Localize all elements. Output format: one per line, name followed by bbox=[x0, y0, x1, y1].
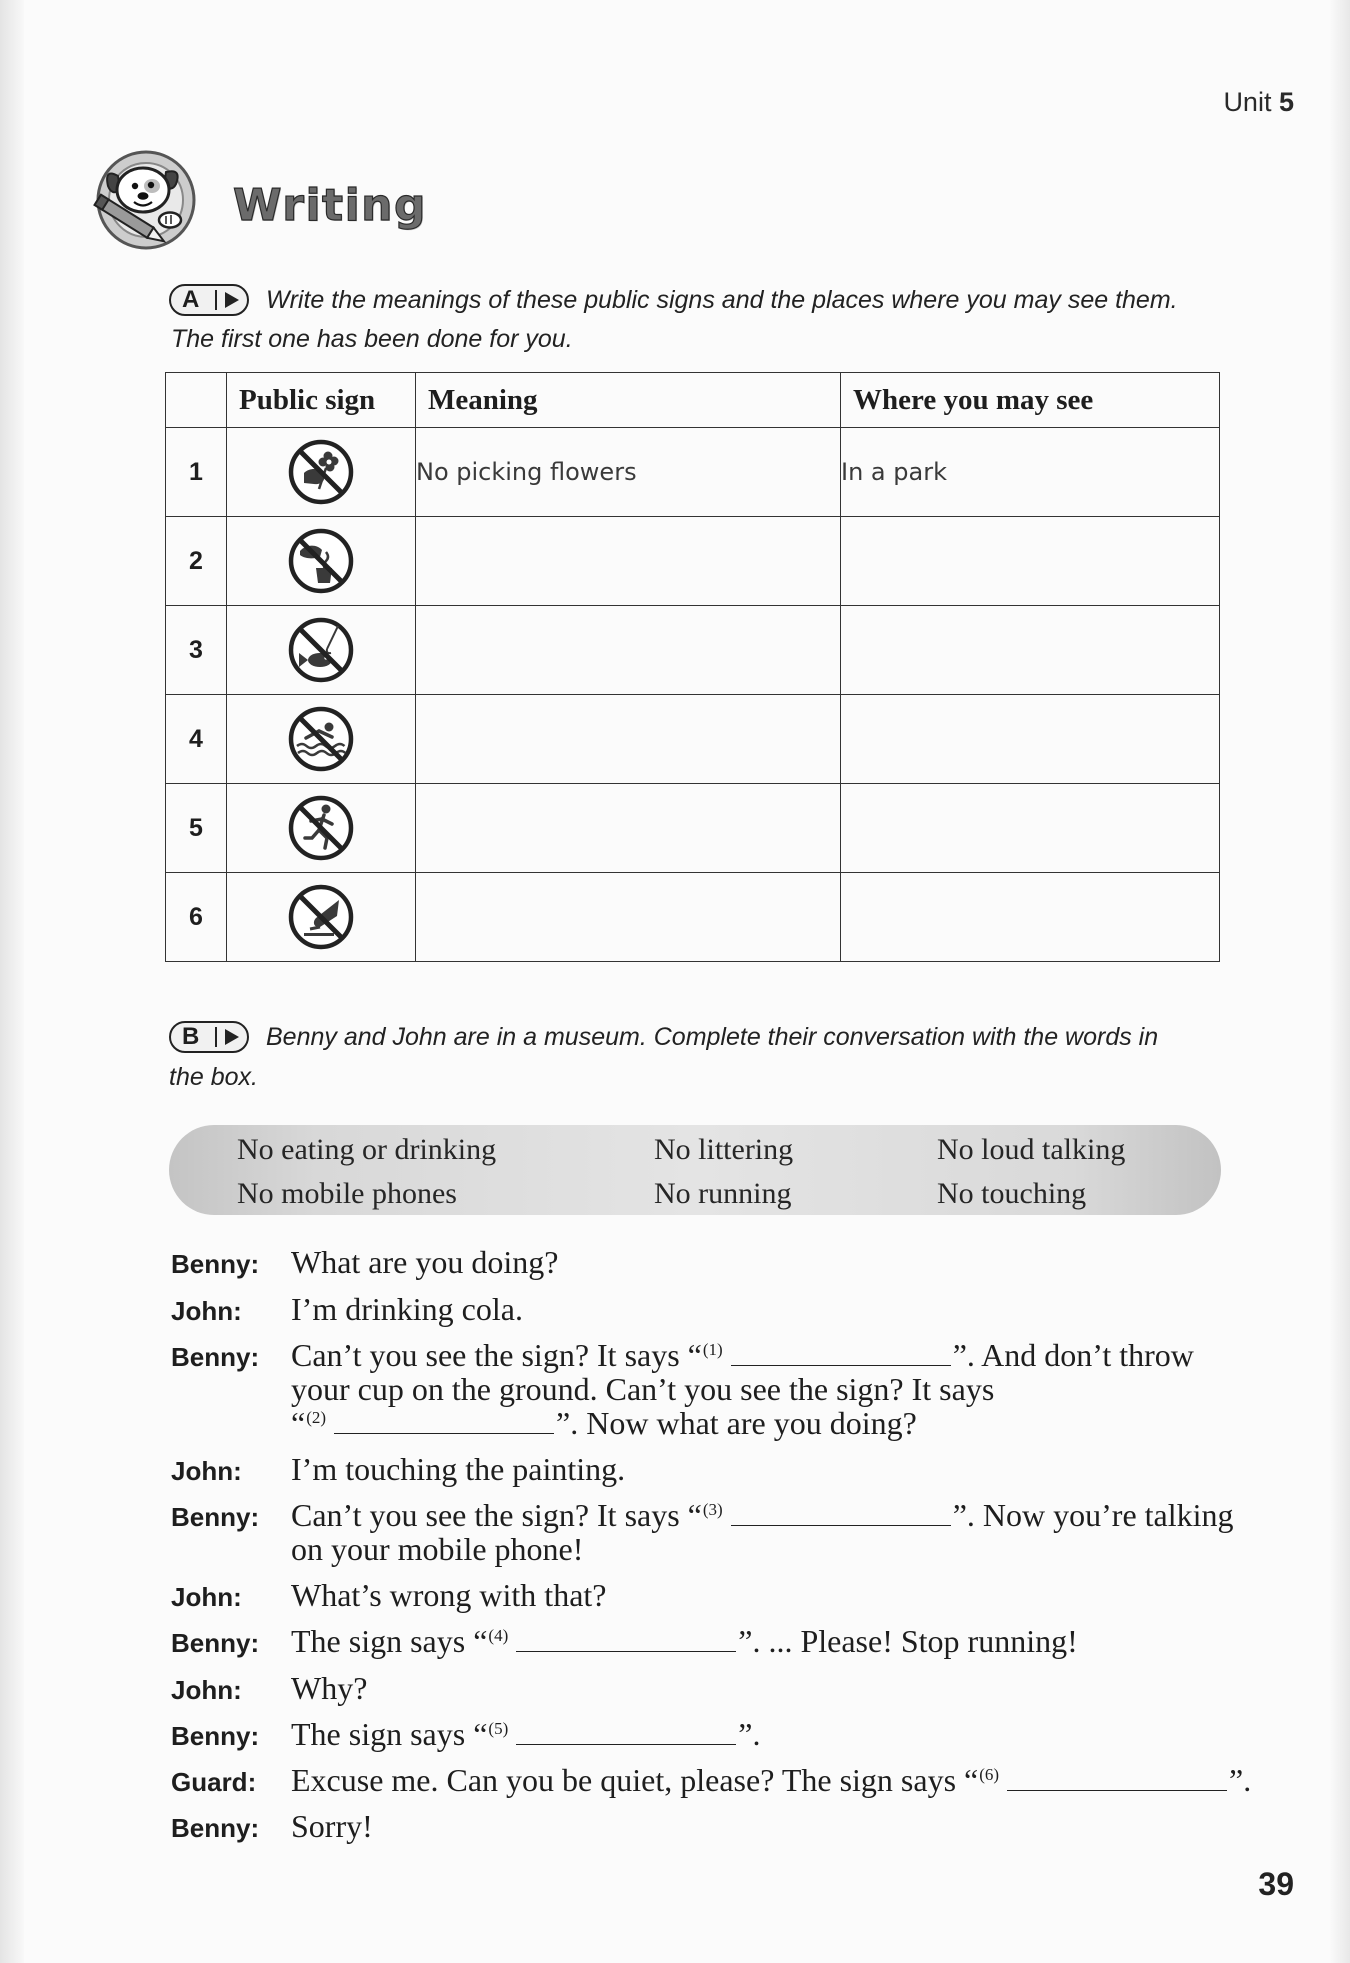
place-cell bbox=[841, 695, 1220, 784]
speech-text: The sign says “ bbox=[291, 1623, 488, 1659]
row-number: 3 bbox=[166, 606, 227, 695]
word-option: No eating or drinking bbox=[237, 1133, 497, 1166]
row-number: 4 bbox=[166, 695, 227, 784]
blank-number: (2) bbox=[306, 1408, 327, 1427]
unit-label bbox=[1223, 86, 1294, 118]
word-option: No touching bbox=[937, 1177, 1087, 1210]
no-touching-sign-icon bbox=[286, 882, 356, 952]
place-cell bbox=[841, 873, 1220, 962]
speech-text: Can’t you see the sign? It says “ bbox=[291, 1497, 702, 1533]
speaker-name: John: bbox=[171, 1296, 242, 1326]
speaker-name: John: bbox=[171, 1456, 242, 1486]
meaning-cell bbox=[416, 517, 841, 606]
play-arrow-icon bbox=[225, 1029, 239, 1045]
speech-text: Can’t you see the sign? It says “ bbox=[291, 1337, 702, 1373]
speech bbox=[291, 1671, 367, 1705]
table-row bbox=[166, 784, 1220, 873]
no-picking-flowers-sign-icon bbox=[286, 437, 356, 507]
sign-cell bbox=[227, 873, 416, 962]
speech-line: on your mobile phone! bbox=[291, 1531, 584, 1567]
table-header-row bbox=[166, 373, 1220, 428]
dialogue-turn bbox=[171, 1452, 625, 1487]
sign-cell bbox=[227, 784, 416, 873]
blank-number: (1) bbox=[702, 1340, 723, 1359]
sign-cell bbox=[227, 606, 416, 695]
speech-line bbox=[291, 1498, 1234, 1532]
speech-text: “ bbox=[291, 1405, 306, 1441]
table-header-where: Where you may see bbox=[841, 373, 1220, 428]
exercise-b-badge bbox=[169, 1021, 249, 1053]
dialogue-turn bbox=[171, 1498, 1234, 1566]
answer-blank-5 bbox=[516, 1743, 736, 1745]
page-number: 39 bbox=[1258, 1866, 1294, 1902]
speaker-name: John: bbox=[171, 1675, 242, 1705]
speech bbox=[291, 1498, 1234, 1566]
speech-text: ”. bbox=[1229, 1762, 1252, 1798]
badge-divider bbox=[215, 1027, 217, 1047]
speech-line: I’m touching the painting. bbox=[291, 1451, 626, 1487]
answer-blank-4 bbox=[516, 1650, 736, 1652]
speech-line bbox=[291, 1763, 1251, 1797]
speech-text: ”. Now what are you doing? bbox=[556, 1405, 917, 1441]
no-fishing-sign-icon bbox=[286, 615, 356, 685]
dog-mascot-icon bbox=[86, 142, 206, 254]
row-number: 5 bbox=[166, 784, 227, 873]
speech bbox=[291, 1292, 523, 1326]
speech-line: What’s wrong with that? bbox=[291, 1577, 607, 1613]
speaker-name: Benny: bbox=[171, 1249, 260, 1279]
unit-word: Unit bbox=[1223, 87, 1272, 117]
table-row bbox=[166, 428, 1220, 517]
meaning-cell: No picking flowers bbox=[416, 428, 841, 517]
blank-number: (3) bbox=[702, 1500, 723, 1519]
dialogue-turn bbox=[171, 1245, 558, 1280]
speech bbox=[291, 1338, 1194, 1440]
place-cell bbox=[841, 517, 1220, 606]
answer-blank-1 bbox=[731, 1364, 951, 1366]
speaker-name: Benny: bbox=[171, 1502, 260, 1532]
exercise-b-instruction-line-1: Benny and John are in a museum. Complete their conversation with the words in bbox=[266, 1023, 1159, 1051]
table-row bbox=[166, 873, 1220, 962]
badge-letter: B bbox=[182, 1023, 200, 1050]
sign-cell bbox=[227, 517, 416, 606]
speech bbox=[291, 1809, 373, 1843]
speech-line: Why? bbox=[291, 1670, 368, 1706]
badge-letter: A bbox=[182, 286, 200, 313]
meaning-cell bbox=[416, 873, 841, 962]
scan-edge-left bbox=[0, 0, 24, 1963]
no-running-sign-icon bbox=[286, 793, 356, 863]
unit-number: 5 bbox=[1278, 87, 1294, 117]
badge-divider bbox=[215, 290, 217, 310]
speaker-name: Benny: bbox=[171, 1342, 260, 1372]
speaker-name: Benny: bbox=[171, 1813, 260, 1843]
speech-text: The sign says “ bbox=[291, 1716, 488, 1752]
table-header-meaning: Meaning bbox=[416, 373, 841, 428]
dialogue-turn bbox=[171, 1578, 606, 1613]
dialogue-turn bbox=[171, 1292, 523, 1327]
speaker-name: John: bbox=[171, 1582, 242, 1612]
place-cell: In a park bbox=[841, 428, 1220, 517]
speaker-name: Guard: bbox=[171, 1767, 257, 1797]
speech-text: ”. ... Please! Stop running! bbox=[738, 1623, 1078, 1659]
blank-number: (4) bbox=[488, 1626, 509, 1645]
word-option: No littering bbox=[654, 1133, 794, 1166]
speech-line: What are you doing? bbox=[291, 1244, 559, 1280]
play-arrow-icon bbox=[225, 292, 239, 308]
dialogue-turn bbox=[171, 1763, 1251, 1798]
row-number: 1 bbox=[166, 428, 227, 517]
speaker-name: Benny: bbox=[171, 1628, 260, 1658]
table-row bbox=[166, 695, 1220, 784]
word-option: No running bbox=[654, 1177, 792, 1210]
exercise-b-instruction-line-2: the box. bbox=[169, 1063, 258, 1091]
dialogue-turn bbox=[171, 1624, 1078, 1659]
speech-text: Excuse me. Can you be quiet, please? The sign says “ bbox=[291, 1762, 979, 1798]
speech-line bbox=[291, 1338, 1194, 1372]
blank-number: (6) bbox=[979, 1765, 1000, 1784]
dialogue-turn bbox=[171, 1671, 367, 1706]
speech bbox=[291, 1763, 1251, 1797]
word-option: No mobile phones bbox=[237, 1177, 457, 1210]
word-option: No loud talking bbox=[937, 1133, 1126, 1166]
speech bbox=[291, 1717, 760, 1751]
exercise-a-instruction-line-2: The first one has been done for you. bbox=[171, 325, 573, 353]
speaker-name: Benny: bbox=[171, 1721, 260, 1751]
table-header-number bbox=[166, 373, 227, 428]
no-littering-sign-icon bbox=[286, 526, 356, 596]
speech-text: ”. And don’t throw bbox=[952, 1337, 1194, 1373]
dialogue-turn bbox=[171, 1717, 760, 1752]
no-swimming-sign-icon bbox=[286, 704, 356, 774]
table-row bbox=[166, 517, 1220, 606]
answer-blank-6 bbox=[1007, 1789, 1227, 1791]
meaning-cell bbox=[416, 784, 841, 873]
answer-blank-3 bbox=[731, 1524, 951, 1526]
table-row bbox=[166, 606, 1220, 695]
speech bbox=[291, 1452, 625, 1486]
speech-line bbox=[291, 1624, 1078, 1658]
exercise-a-instruction-line-1: Write the meanings of these public signs and the places where you may see them. bbox=[266, 286, 1178, 314]
speech bbox=[291, 1245, 558, 1279]
speech-text: ”. bbox=[738, 1716, 761, 1752]
speech-line: I’m drinking cola. bbox=[291, 1291, 523, 1327]
place-cell bbox=[841, 784, 1220, 873]
dialogue-turn bbox=[171, 1338, 1194, 1440]
meaning-cell bbox=[416, 695, 841, 784]
section-title: Writing bbox=[233, 180, 427, 231]
place-cell bbox=[841, 606, 1220, 695]
public-signs-table bbox=[165, 372, 1220, 962]
row-number: 2 bbox=[166, 517, 227, 606]
speech-line: your cup on the ground. Can’t you see the sign? It says bbox=[291, 1371, 995, 1407]
speech-text: ”. Now you’re talking bbox=[952, 1497, 1234, 1533]
sign-cell bbox=[227, 695, 416, 784]
speech bbox=[291, 1624, 1078, 1658]
meaning-cell bbox=[416, 606, 841, 695]
table-header-public-sign: Public sign bbox=[227, 373, 416, 428]
speech-line: Sorry! bbox=[291, 1808, 373, 1844]
speech bbox=[291, 1578, 606, 1612]
speech-line bbox=[291, 1406, 1194, 1440]
exercise-a-badge bbox=[169, 284, 249, 316]
word-box bbox=[169, 1125, 1221, 1215]
answer-blank-2 bbox=[334, 1432, 554, 1434]
blank-number: (5) bbox=[488, 1719, 509, 1738]
row-number: 6 bbox=[166, 873, 227, 962]
dialogue-turn bbox=[171, 1809, 373, 1844]
sign-cell bbox=[227, 428, 416, 517]
speech-line bbox=[291, 1717, 760, 1751]
scan-edge-right bbox=[1330, 0, 1350, 1963]
